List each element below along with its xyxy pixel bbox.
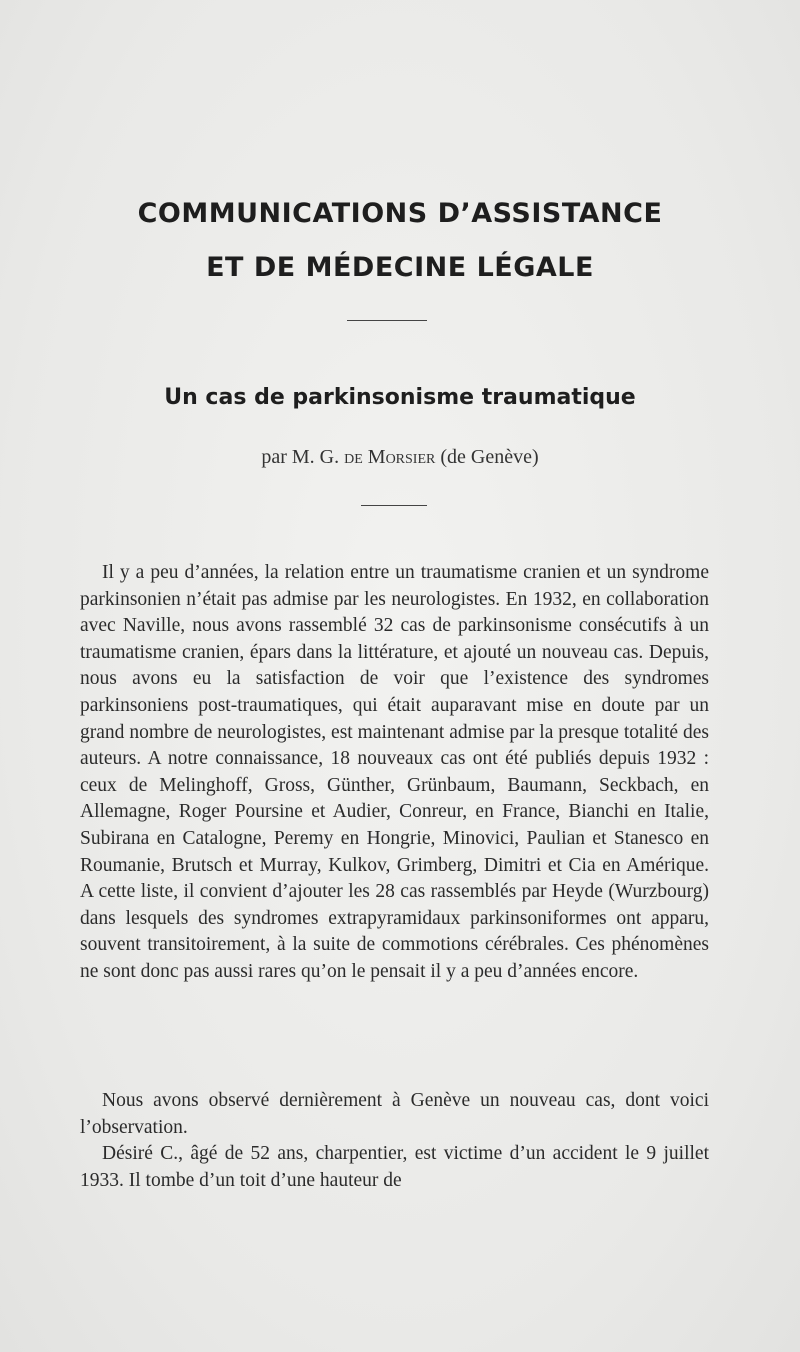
paragraph-text: Nous avons observé dernièrement à Genève un nouveau cas, dont voici l’observation. bbox=[80, 1090, 709, 1138]
paragraph-text: Désiré C., âgé de 52 ans, charpentier, est victime d’un accident le 9 juillet 1933. Il tombe d’un toit d’une hauteur de bbox=[80, 1143, 709, 1191]
divider-rule bbox=[347, 320, 427, 321]
paragraph-text: Il y a peu d’années, la relation entre un traumatisme cranien et un syndrome parkinsonien n’était pas admise par les neurologistes. En 1932, en collaboration avec Naville, nous avons rassemblé 32 cas de parkinsonisme consécutifs à un traumatisme cranien, épars dans la littérature, et ajouté un nouveau cas. Depuis, nous avons eu la satisfaction de voir que l’existence des syndromes parkinsoniens post-traumatiques, qui était auparavant mise en doute par un grand nombre de neurologistes, est maintenant admise par la presque totalité des auteurs. A notre connaissance, 18 nouveaux cas ont été publiés depuis 1932 : ceux de Melinghoff, Gross, Günther, Grünbaum, Baumann, Seckbach, en Allemagne, Roger Poursine et Audier, Conreur, en France, Bianchi en Italie, Subirana en Catalogne, Peremy en Hongrie, Minovici, Paulian et Stanesco en Roumanie, Brutsch et Murray, Kulkov, Grimberg, Dimitri et Cia en Amérique. A cette liste, il convient d’ajouter les 28 cas rassemblés par Heyde (Wurzbourg) dans lesquels des syndromes extrapyramidaux parkinsoniformes ont apparu, souvent transitoirement, à la suite de commotions cérébrales. Ces phénomènes ne sont donc pas aussi rares qu’on le pensait il y a peu d’années encore. bbox=[80, 562, 709, 982]
body-paragraph-1 bbox=[80, 560, 709, 986]
byline-surname: Morsier bbox=[367, 446, 436, 468]
byline-prefix: par M. G. bbox=[261, 446, 345, 468]
section-heading-line-2: ET DE MÉDECINE LÉGALE bbox=[206, 252, 594, 283]
byline-particle: de bbox=[344, 446, 363, 468]
section-heading-line-1: COMMUNICATIONS D’ASSISTANCE bbox=[137, 198, 663, 229]
body-paragraph-2 bbox=[80, 1088, 709, 1141]
byline-suffix: (de Genève) bbox=[435, 446, 539, 468]
author-byline bbox=[0, 446, 800, 469]
divider-rule bbox=[361, 505, 427, 506]
body-paragraph-3 bbox=[80, 1141, 709, 1194]
article-title: Un cas de parkinsonisme traumatique bbox=[164, 385, 636, 410]
